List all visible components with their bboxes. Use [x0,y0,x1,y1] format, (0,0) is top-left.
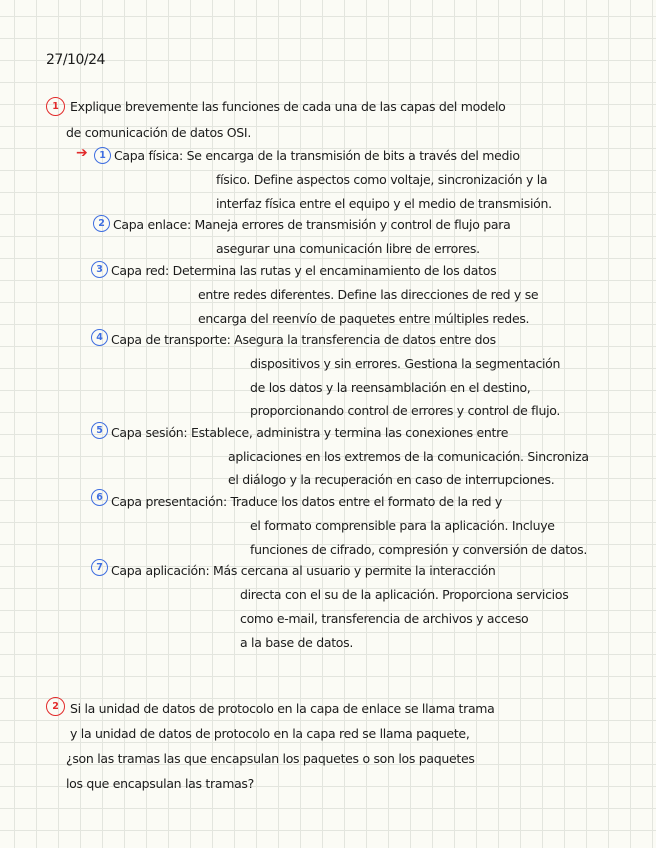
layer-6-line-3: funciones de cifrado, compresión y conversión de datos. [250,542,588,557]
layer-6-line-1: Capa presentación: Traduce los datos entre el formato de la red y [111,494,503,509]
question-1-line-1: Explique brevemente las funciones de cada una de las capas del modelo [70,99,506,114]
layer-4-line-3: de los datos y la reensamblación en el destino, [250,380,531,395]
layer-4-line-4: proporcionando control de errores y control de flujo. [250,403,561,418]
layer-1-line-3: interfaz física entre el equipo y el medio de transmisión. [216,196,552,211]
layer-1-line-2: físico. Define aspectos como voltaje, sincronización y la [216,172,548,187]
layer-3-line-3: encarga del reenvío de paquetes entre múltiples redes. [198,311,530,326]
layer-6-line-2: el formato comprensible para la aplicación. Incluye [250,518,555,533]
layer-2-line-1: Capa enlace: Maneja errores de transmisión y control de flujo para [113,217,511,232]
layer-3-line-2: entre redes diferentes. Define las direcciones de red y se [198,287,539,302]
layer-7-line-1: Capa aplicación: Más cercana al usuario y permite la interacción [111,563,496,578]
layer-7-line-3: como e-mail, transferencia de archivos y acceso [240,611,529,626]
layer-7-line-2: directa con el su de la aplicación. Proporciona servicios [240,587,569,602]
question-2-line-4: los que encapsulan las tramas? [66,776,254,791]
question-2-line-2: y la unidad de datos de protocolo en la capa red se llama paquete, [70,726,470,741]
arrow-right-icon: ➔ [76,145,88,161]
layer-7-number-badge: 7 [91,559,108,576]
layer-1-number-badge: 1 [94,147,111,164]
question-1-line-2: de comunicación de datos OSI. [66,125,251,140]
layer-5-line-1: Capa sesión: Establece, administra y termina las conexiones entre [111,425,509,440]
layer-4-number-badge: 4 [91,329,108,346]
question-2-line-3: ¿son las tramas las que encapsulan los paquetes o son los paquetes [66,751,475,766]
layer-4-line-1: Capa de transporte: Asegura la transferencia de datos entre dos [111,332,496,347]
layer-5-line-3: el diálogo y la recuperación en caso de interrupciones. [228,472,555,487]
layer-6-number-badge: 6 [91,489,108,506]
question-2-line-1: Si la unidad de datos de protocolo en la capa de enlace se llama trama [70,701,495,716]
layer-3-line-1: Capa red: Determina las rutas y el encaminamiento de los datos [111,263,497,278]
layer-4-line-2: dispositivos y sin errores. Gestiona la segmentación [250,356,561,371]
question-2-number-badge: 2 [46,697,65,716]
layer-7-line-4: a la base de datos. [240,635,354,650]
layer-2-line-2: asegurar una comunicación libre de errores. [216,241,480,256]
note-date: 27/10/24 [46,52,105,68]
layer-2-number-badge: 2 [93,215,110,232]
layer-3-number-badge: 3 [91,261,108,278]
layer-1-line-1: Capa física: Se encarga de la transmisión de bits a través del medio [114,148,520,163]
layer-5-number-badge: 5 [91,422,108,439]
layer-5-line-2: aplicaciones en los extremos de la comunicación. Sincroniza [228,449,589,464]
question-1-number-badge: 1 [46,97,65,116]
